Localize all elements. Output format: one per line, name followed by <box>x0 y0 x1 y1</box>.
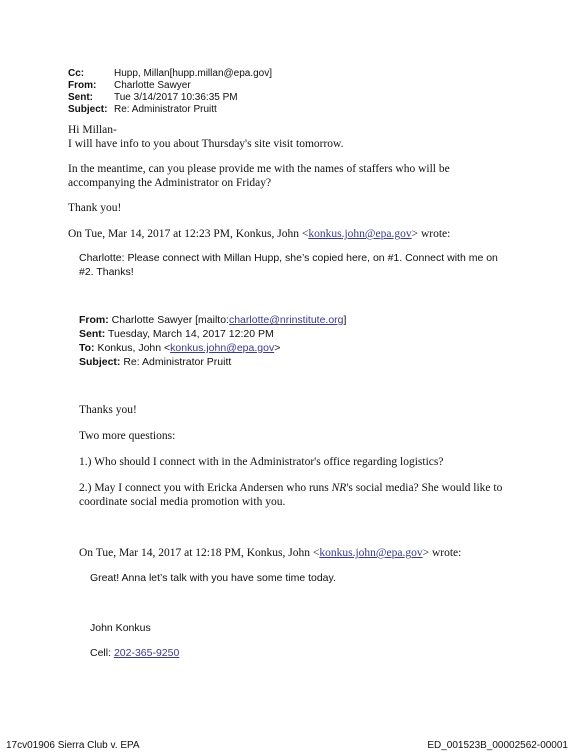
orig-thanks: Thanks you! <box>79 404 137 416</box>
greeting: Hi Millan- <box>68 124 117 136</box>
footer-right: ED_001523B_00002562-00001 <box>427 740 568 751</box>
reply-line-1: I will have info to you about Thursday's site visit tomorrow. <box>68 138 344 150</box>
orig-subject-row: Subject: Re: Administrator Pruitt <box>79 356 232 368</box>
from-row: From: Charlotte Sawyer <box>68 80 191 91</box>
orig-two-more: Two more questions: <box>79 430 176 442</box>
quote1-message-line2: #2. Thanks! <box>79 266 134 278</box>
quote1-email-link[interactable]: konkus.john@epa.gov <box>308 228 412 240</box>
orig-question-2-line1: 2.) May I connect you with Ericka Andersen who runs NR's social media? She would like to <box>79 482 503 494</box>
quote1-attribution: On Tue, Mar 14, 2017 at 12:23 PM, Konkus, John <konkus.john@epa.gov> wrote: <box>68 228 451 240</box>
orig-question-2-line2: coordinate social media promotion with you. <box>79 496 286 508</box>
orig-question-1: 1.) Who should I connect with in the Administrator's office regarding logistics? <box>79 456 444 468</box>
quote2-message: Great! Anna let’s talk with you have some time today. <box>90 572 336 584</box>
signature-cell: Cell: 202-365-9250 <box>90 647 180 659</box>
quote2-email-link[interactable]: konkus.john@epa.gov <box>319 547 423 559</box>
reply-thanks: Thank you! <box>68 202 122 214</box>
quote1-message-line1: Charlotte: Please connect with Millan Hupp, she’s copied here, on #1. Connect with me on <box>79 252 498 264</box>
orig-sent-row: Sent: Tuesday, March 14, 2017 12:20 PM <box>79 328 274 340</box>
email-header <box>68 68 272 116</box>
orig-from-row: From: Charlotte Sawyer [mailto:charlotte@nrinstitute.org] <box>79 314 347 326</box>
quote2-attribution: On Tue, Mar 14, 2017 at 12:18 PM, Konkus, John <konkus.john@epa.gov> wrote: <box>79 547 462 559</box>
subject-row: Subject: Re: Administrator Pruitt <box>68 104 217 115</box>
sent-row: Sent: Tue 3/14/2017 10:36:35 PM <box>68 92 238 103</box>
cell-phone-link[interactable]: 202-365-9250 <box>113 647 180 659</box>
signature-name: John Konkus <box>90 622 151 634</box>
reply-para2-line1: In the meantime, can you please provide me with the names of staffers who will be <box>68 163 450 175</box>
cc-row: Cc: Hupp, Millan[hupp.millan@epa.gov] <box>68 68 273 79</box>
orig-header <box>79 313 346 369</box>
orig-from-email-link[interactable]: charlotte@nrinstitute.org <box>228 314 344 326</box>
reply-para2-line2: accompanying the Administrator on Friday? <box>68 177 272 189</box>
orig-to-row: To: Konkus, John <konkus.john@epa.gov> <box>79 342 281 354</box>
footer-left: 17cv01906 Sierra Club v. EPA <box>6 740 140 751</box>
orig-to-email-link[interactable]: konkus.john@epa.gov <box>170 342 275 354</box>
